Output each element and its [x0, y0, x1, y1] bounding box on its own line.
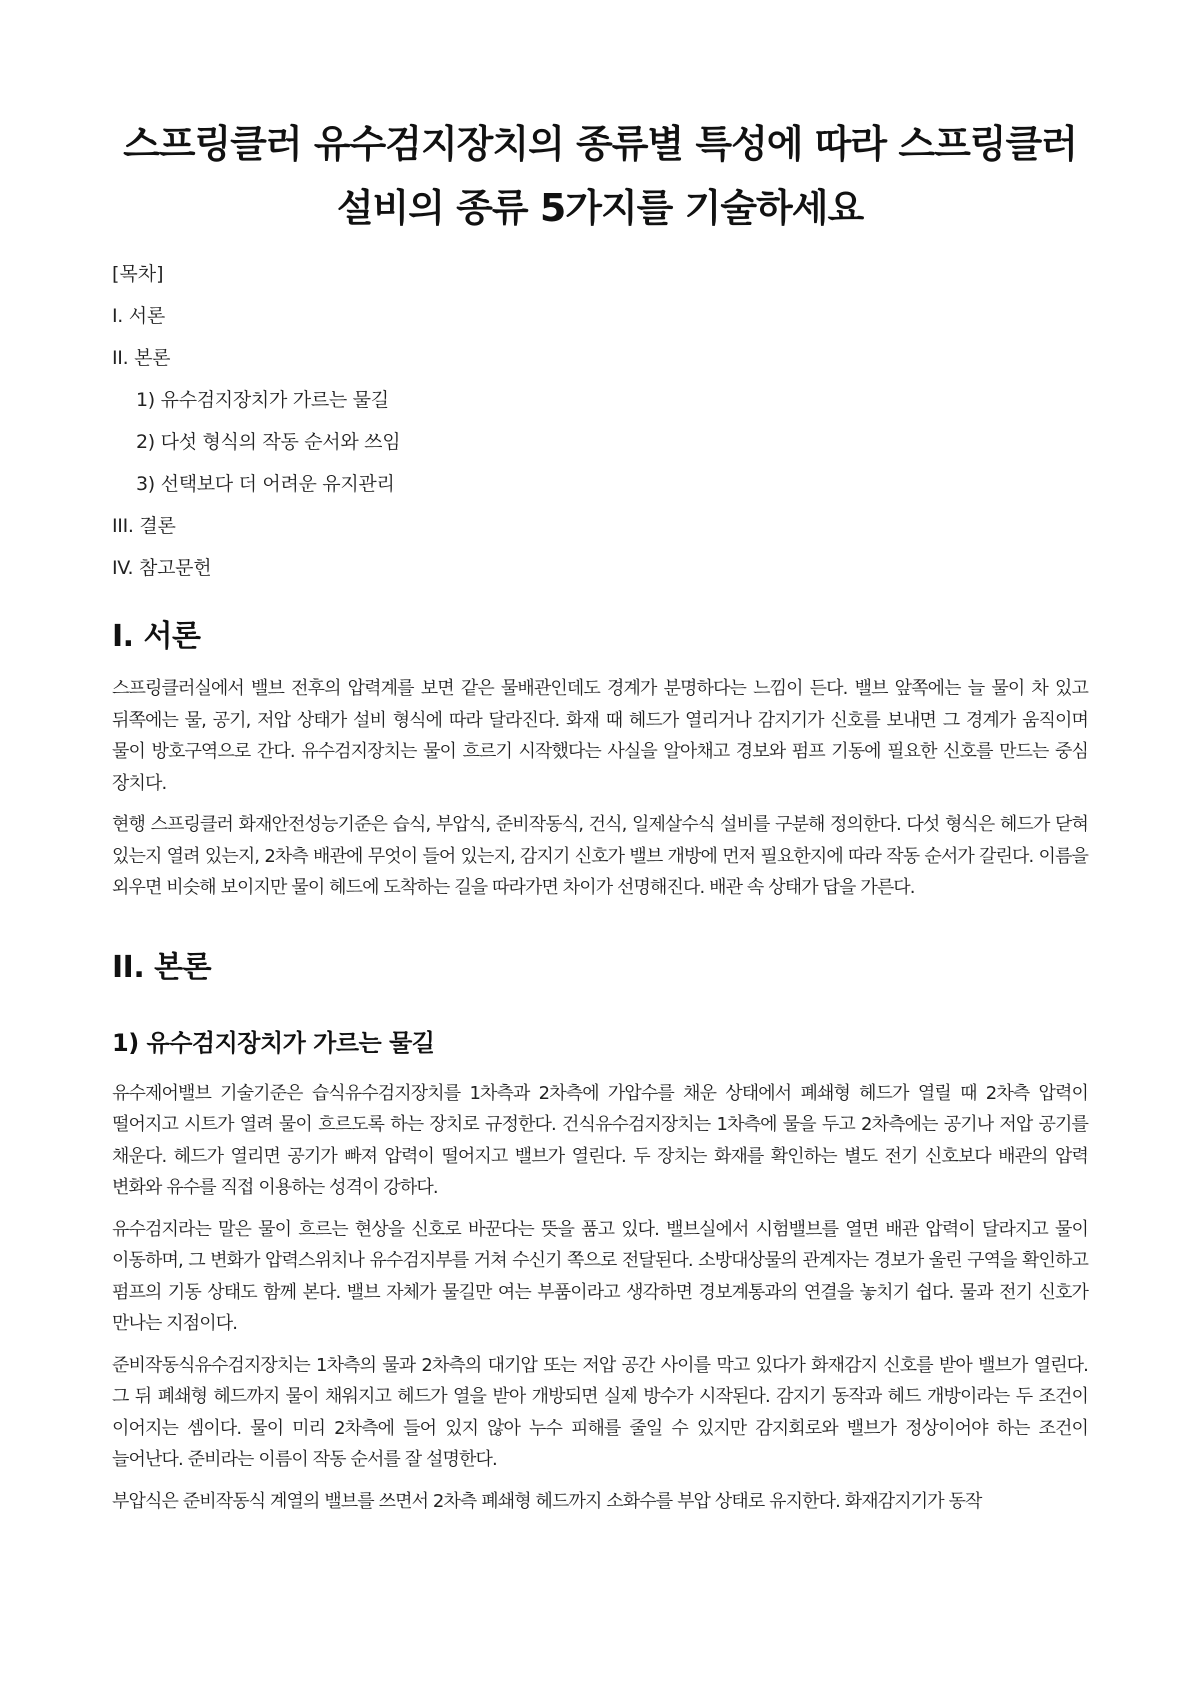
intro-paragraph: 현행 스프링클러 화재안전성능기준은 습식, 부압식, 준비작동식, 건식, 일제살수식 설비를 구분해 정의한다. 다섯 형식은 헤드가 닫혀 있는지 열려 있는지, 2차측 배관에 무엇이 들어 있는지, 감지기 신호가 밸브 개방에 먼저 필요한지에 따라 작동 순서가 갈린다. 이름을 외우면 비슷해 보이지만 물이 헤드에 도착하는 길을 따라가면 차이가 선명해진다. 배관 속 상태가 답을 가른다. — [112, 814, 1088, 898]
toc-item-body-1: 1) 유수검지장치가 가르는 물길 — [136, 389, 389, 411]
body-paragraph: 유수검지라는 말은 물이 흐르는 현상을 신호로 바꾼다는 뜻을 품고 있다. 밸브실에서 시험밸브를 열면 배관 압력이 달라지고 물이 이동하며, 그 변화가 압력스위치나 유수검지부를 거쳐 수신기 쪽으로 전달된다. 소방대상물의 관계자는 경보가 울린 구역을 확인하고 펌프의 기동 상태도 함께 본다. 밸브 자체가 물길만 여는 부품이라고 생각하면 경보계통과의 연결을 놓치기 쉽다. 물과 전기 신호가 만나는 지점이다. — [112, 1218, 1088, 1334]
document-title: 스프링클러 유수검지장치의 종류별 특성에 따라 스프링클러설비의 종류 5가지를 기술하세요 — [123, 122, 1077, 230]
toc-item-intro: I. 서론 — [112, 305, 165, 327]
body-paragraph: 준비작동식유수검지장치는 1차측의 물과 2차측의 대기압 또는 저압 공간 사이를 막고 있다가 화재감지 신호를 받아 밸브가 열린다. 그 뒤 폐쇄형 헤드까지 물이 채워지고 헤드가 열을 받아 개방되면 실제 방수가 시작된다. 감지기 동작과 헤드 개방이라는 두 조건이 이어지는 셈이다. 물이 미리 2차측에 들어 있지 않아 누수 피해를 줄일 수 있지만 감지회로와 밸브가 정상이어야 하는 조건이 늘어난다. 준비라는 이름이 작동 순서를 잘 설명한다. — [112, 1354, 1088, 1470]
intro-paragraph: 스프링클러실에서 밸브 전후의 압력계를 보면 같은 물배관인데도 경계가 분명하다는 느낌이 든다. 밸브 앞쪽에는 늘 물이 차 있고 뒤쪽에는 물, 공기, 저압 상태가 설비 형식에 따라 달라진다. 화재 때 헤드가 열리거나 감지기가 신호를 보내면 그 경계가 움직이며 물이 방호구역으로 간다. 유수검지장치는 물이 흐르기 시작했다는 사실을 알아채고 경보와 펌프 기동에 필요한 신호를 만드는 중심 장치다. — [112, 678, 1088, 794]
toc-item-body: II. 본론 — [112, 347, 171, 369]
toc-item-conclusion: III. 결론 — [112, 515, 176, 537]
toc-item-body-3: 3) 선택보다 더 어려운 유지관리 — [136, 473, 395, 495]
toc-item-body-2: 2) 다섯 형식의 작동 순서와 쓰임 — [136, 431, 401, 453]
section-heading-body: II. 본론 — [112, 949, 212, 985]
body-paragraph: 부압식은 준비작동식 계열의 밸브를 쓰면서 2차측 폐쇄형 헤드까지 소화수를 부압 상태로 유지한다. 화재감지기가 동작 — [112, 1490, 982, 1512]
toc-item-references: IV. 참고문헌 — [112, 557, 212, 579]
toc-list — [112, 304, 1088, 581]
subsection-heading-1: 1) 유수검지장치가 가르는 물길 — [112, 1028, 435, 1057]
toc-heading: [목차] — [112, 263, 164, 285]
section-heading-intro: I. 서론 — [112, 619, 201, 654]
table-of-contents — [112, 262, 1088, 581]
body-paragraph: 유수제어밸브 기술기준은 습식유수검지장치를 1차측과 2차측에 가압수를 채운 상태에서 폐쇄형 헤드가 열릴 때 2차측 압력이 떨어지고 시트가 열려 물이 흐르도록 하는 장치로 규정한다. 건식유수검지장치는 1차측에 물을 두고 2차측에는 공기나 저압 공기를 채운다. 헤드가 열리면 공기가 빠져 압력이 떨어지고 밸브가 열린다. 두 장치는 화재를 확인하는 별도 전기 신호보다 배관의 압력 변화와 유수를 직접 이용하는 성격이 강하다. — [112, 1082, 1088, 1198]
